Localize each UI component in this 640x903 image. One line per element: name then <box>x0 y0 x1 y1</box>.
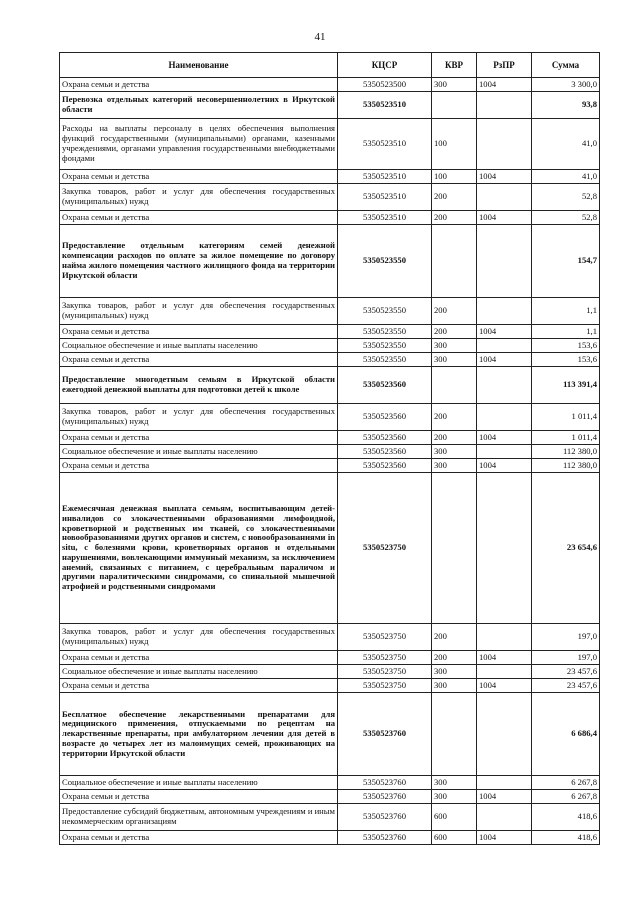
cell-name: Предоставление многодетным семьям в Иркутской области ежегодной денежной выплаты для подготовки детей к школе <box>60 367 338 404</box>
cell-name: Социальное обеспечение и иные выплаты населению <box>60 665 338 679</box>
cell-kcsr: 5350523510 <box>338 119 432 170</box>
table-row <box>60 367 600 404</box>
cell-kvr: 200 <box>432 651 477 665</box>
cell-sum: 52,8 <box>532 211 600 225</box>
page-number: 41 <box>314 31 326 43</box>
table-row <box>60 679 600 693</box>
cell-kcsr: 5350523560 <box>338 367 432 404</box>
cell-sum: 23 457,6 <box>532 665 600 679</box>
table-row <box>60 790 600 804</box>
table-row <box>60 431 600 445</box>
cell-rzpr: 1004 <box>477 790 532 804</box>
cell-sum: 41,0 <box>532 170 600 184</box>
table-row <box>60 445 600 459</box>
cell-rzpr <box>477 92 532 119</box>
cell-kvr: 100 <box>432 119 477 170</box>
cell-rzpr: 1004 <box>477 211 532 225</box>
table-row <box>60 325 600 339</box>
cell-kcsr: 5350523510 <box>338 170 432 184</box>
table-row <box>60 651 600 665</box>
cell-sum: 153,6 <box>532 339 600 353</box>
cell-kvr: 100 <box>432 170 477 184</box>
cell-kcsr: 5350523760 <box>338 804 432 831</box>
cell-rzpr <box>477 473 532 624</box>
cell-kcsr: 5350523560 <box>338 404 432 431</box>
cell-name: Бесплатное обеспечение лекарственными препаратами для медицинского применения, отпускаемыми по рецептам на лекарственные препараты, при амбулаторном лечении для детей в возрасте до четырех лет из малоимущих семей, проживающих на территории Иркутской области <box>60 693 338 776</box>
table-row <box>60 776 600 790</box>
cell-name: Закупка товаров, работ и услуг для обеспечения государственных (муниципальных) нужд <box>60 298 338 325</box>
cell-kvr <box>432 367 477 404</box>
cell-kvr: 300 <box>432 665 477 679</box>
cell-kcsr: 5350523560 <box>338 445 432 459</box>
cell-name: Охрана семьи и детства <box>60 431 338 445</box>
cell-kvr: 600 <box>432 804 477 831</box>
cell-rzpr: 1004 <box>477 459 532 473</box>
table-row <box>60 78 600 92</box>
cell-kvr: 300 <box>432 776 477 790</box>
cell-name: Охрана семьи и детства <box>60 325 338 339</box>
cell-sum: 23 457,6 <box>532 679 600 693</box>
cell-rzpr <box>477 184 532 211</box>
cell-kcsr: 5350523510 <box>338 184 432 211</box>
cell-name: Социальное обеспечение и иные выплаты населению <box>60 445 338 459</box>
cell-name: Охрана семьи и детства <box>60 459 338 473</box>
cell-rzpr <box>477 298 532 325</box>
cell-sum: 3 300,0 <box>532 78 600 92</box>
cell-sum: 153,6 <box>532 353 600 367</box>
cell-kvr: 300 <box>432 459 477 473</box>
cell-rzpr <box>477 693 532 776</box>
cell-kvr: 200 <box>432 211 477 225</box>
cell-kvr <box>432 693 477 776</box>
cell-name: Социальное обеспечение и иные выплаты населению <box>60 339 338 353</box>
table-row <box>60 339 600 353</box>
cell-kcsr: 5350523550 <box>338 225 432 298</box>
cell-name: Охрана семьи и детства <box>60 170 338 184</box>
table-row <box>60 184 600 211</box>
cell-kcsr: 5350523550 <box>338 353 432 367</box>
cell-rzpr: 1004 <box>477 325 532 339</box>
cell-rzpr <box>477 445 532 459</box>
cell-sum: 113 391,4 <box>532 367 600 404</box>
cell-rzpr <box>477 776 532 790</box>
cell-kcsr: 5350523760 <box>338 776 432 790</box>
table-row <box>60 473 600 624</box>
cell-sum: 197,0 <box>532 624 600 651</box>
column-header-kvr: КВР <box>432 53 477 78</box>
cell-kvr: 600 <box>432 831 477 845</box>
table-row <box>60 404 600 431</box>
cell-rzpr <box>477 225 532 298</box>
cell-kvr: 300 <box>432 339 477 353</box>
cell-name: Охрана семьи и детства <box>60 831 338 845</box>
cell-rzpr: 1004 <box>477 831 532 845</box>
cell-sum: 418,6 <box>532 804 600 831</box>
cell-kcsr: 5350523550 <box>338 325 432 339</box>
table-row <box>60 624 600 651</box>
cell-kvr: 200 <box>432 404 477 431</box>
cell-kvr: 300 <box>432 445 477 459</box>
cell-name: Закупка товаров, работ и услуг для обеспечения государственных (муниципальных) нужд <box>60 184 338 211</box>
cell-sum: 1 011,4 <box>532 431 600 445</box>
table-row <box>60 459 600 473</box>
table-row <box>60 804 600 831</box>
cell-sum: 197,0 <box>532 651 600 665</box>
cell-kcsr: 5350523750 <box>338 624 432 651</box>
table-row <box>60 92 600 119</box>
column-header-rzpr: РзПР <box>477 53 532 78</box>
cell-sum: 1,1 <box>532 325 600 339</box>
cell-kvr: 200 <box>432 325 477 339</box>
cell-kcsr: 5350523760 <box>338 693 432 776</box>
cell-name: Предоставление субсидий бюджетным, автономным учреждениям и иным некоммерческим организациям <box>60 804 338 831</box>
cell-kcsr: 5350523550 <box>338 298 432 325</box>
cell-kvr: 200 <box>432 184 477 211</box>
cell-name: Охрана семьи и детства <box>60 651 338 665</box>
cell-name: Ежемесячная денежная выплата семьям, воспитывающим детей-инвалидов со злокачественными образованиями лимфоидной, кроветворной и родственных им тканей, со злокачественными новообразованиями других органов и систем, с новообразованиями in situ, с болезнями крови, кроветворных органов и отдельными нарушениями, вовлекающими иммунный механизм, за исключением анемий, связанных с питанием, с церебральным параличом и другими паралитическими синдромами, со спинальной мышечной атрофией и родственными синдромами <box>60 473 338 624</box>
table-row <box>60 211 600 225</box>
cell-kcsr: 5350523750 <box>338 679 432 693</box>
column-header-kcsr: КЦСР <box>338 53 432 78</box>
cell-rzpr <box>477 804 532 831</box>
cell-rzpr: 1004 <box>477 170 532 184</box>
column-header-name: Наименование <box>60 53 338 78</box>
table-header-row <box>60 53 600 78</box>
cell-rzpr <box>477 367 532 404</box>
cell-name: Охрана семьи и детства <box>60 790 338 804</box>
cell-sum: 112 380,0 <box>532 445 600 459</box>
cell-sum: 41,0 <box>532 119 600 170</box>
cell-kvr <box>432 92 477 119</box>
cell-name: Охрана семьи и детства <box>60 78 338 92</box>
cell-kvr: 200 <box>432 298 477 325</box>
cell-name: Закупка товаров, работ и услуг для обеспечения государственных (муниципальных) нужд <box>60 404 338 431</box>
cell-sum: 154,7 <box>532 225 600 298</box>
cell-rzpr <box>477 665 532 679</box>
table-row <box>60 170 600 184</box>
cell-kvr: 200 <box>432 431 477 445</box>
cell-kcsr: 5350523510 <box>338 211 432 225</box>
cell-kcsr: 5350523560 <box>338 459 432 473</box>
table-row <box>60 665 600 679</box>
cell-kvr: 300 <box>432 790 477 804</box>
cell-rzpr: 1004 <box>477 353 532 367</box>
cell-sum: 1 011,4 <box>532 404 600 431</box>
column-header-sum: Сумма <box>532 53 600 78</box>
cell-kcsr: 5350523750 <box>338 473 432 624</box>
cell-kcsr: 5350523560 <box>338 431 432 445</box>
cell-name: Охрана семьи и детства <box>60 679 338 693</box>
cell-sum: 1,1 <box>532 298 600 325</box>
budget-table <box>59 52 600 845</box>
cell-sum: 112 380,0 <box>532 459 600 473</box>
cell-name: Закупка товаров, работ и услуг для обеспечения государственных (муниципальных) нужд <box>60 624 338 651</box>
cell-kcsr: 5350523760 <box>338 790 432 804</box>
cell-kvr <box>432 473 477 624</box>
cell-name: Перевозка отдельных категорий несовершеннолетних в Иркутской области <box>60 92 338 119</box>
cell-kvr: 300 <box>432 78 477 92</box>
cell-kcsr: 5350523550 <box>338 339 432 353</box>
cell-rzpr: 1004 <box>477 431 532 445</box>
cell-name: Социальное обеспечение и иные выплаты населению <box>60 776 338 790</box>
cell-kvr <box>432 225 477 298</box>
cell-sum: 6 267,8 <box>532 790 600 804</box>
table-row <box>60 225 600 298</box>
cell-rzpr <box>477 119 532 170</box>
cell-kcsr: 5350523760 <box>338 831 432 845</box>
table-row <box>60 693 600 776</box>
cell-sum: 6 267,8 <box>532 776 600 790</box>
cell-sum: 52,8 <box>532 184 600 211</box>
table-row <box>60 831 600 845</box>
cell-name: Охрана семьи и детства <box>60 353 338 367</box>
cell-sum: 6 686,4 <box>532 693 600 776</box>
cell-kcsr: 5350523750 <box>338 665 432 679</box>
cell-kvr: 300 <box>432 679 477 693</box>
cell-rzpr: 1004 <box>477 651 532 665</box>
cell-sum: 23 654,6 <box>532 473 600 624</box>
cell-kvr: 300 <box>432 353 477 367</box>
table-row <box>60 353 600 367</box>
cell-sum: 93,8 <box>532 92 600 119</box>
table-row <box>60 119 600 170</box>
cell-name: Расходы на выплаты персоналу в целях обеспечения выполнения функций государственными (муниципальными) органами, казенными учреждениями, органами управления государственными внебюджетными фондами <box>60 119 338 170</box>
cell-rzpr: 1004 <box>477 78 532 92</box>
cell-rzpr <box>477 339 532 353</box>
cell-kcsr: 5350523750 <box>338 651 432 665</box>
cell-kcsr: 5350523500 <box>338 78 432 92</box>
cell-kcsr: 5350523510 <box>338 92 432 119</box>
table-row <box>60 298 600 325</box>
cell-rzpr: 1004 <box>477 679 532 693</box>
cell-name: Охрана семьи и детства <box>60 211 338 225</box>
cell-rzpr <box>477 404 532 431</box>
cell-sum: 418,6 <box>532 831 600 845</box>
cell-name: Предоставление отдельным категориям семей денежной компенсации расходов по оплате за жилое помещение по договору найма жилого помещения частного жилищного фонда на территории Иркутской области <box>60 225 338 298</box>
cell-rzpr <box>477 624 532 651</box>
cell-kvr: 200 <box>432 624 477 651</box>
